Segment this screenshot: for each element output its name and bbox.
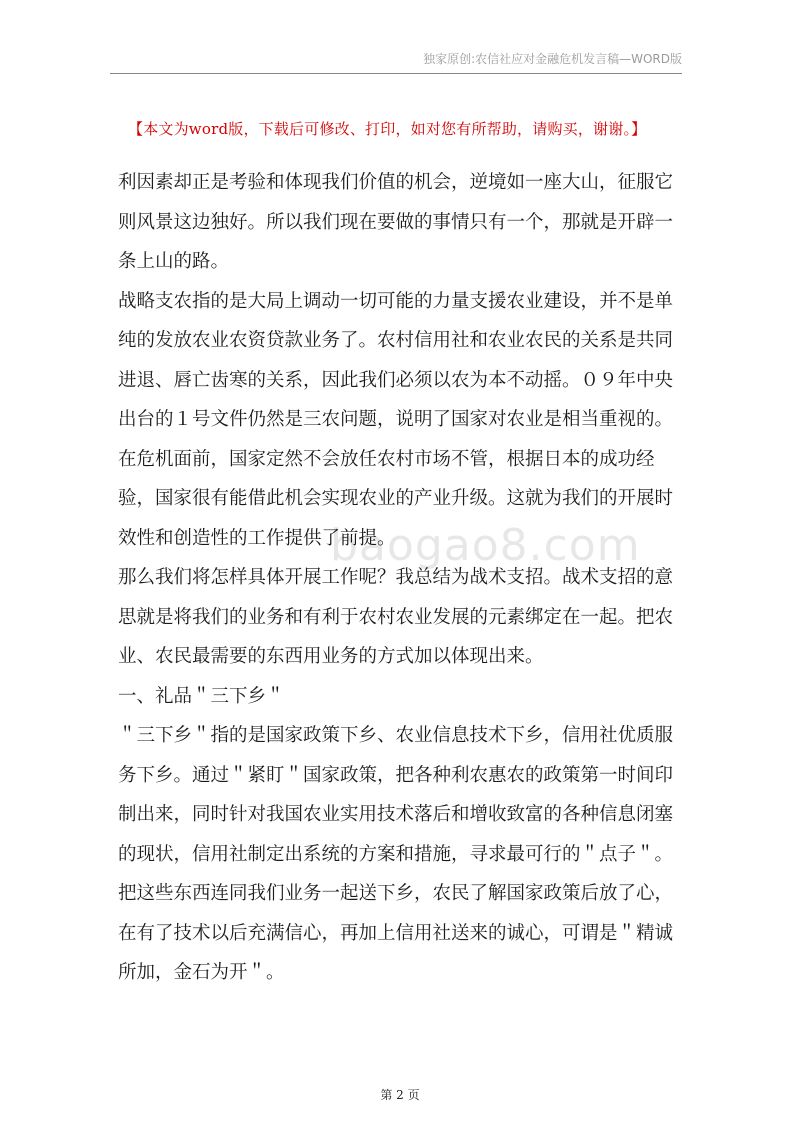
header-title: 独家原创:农信社应对金融危机发言稿—WORD版 <box>423 52 682 66</box>
page-number: 第 2 页 <box>380 1088 420 1102</box>
download-notice: 【本文为word版，下载后可修改、打印，如对您有所帮助，请购买，谢谢。】 <box>128 120 647 138</box>
paragraph: 那么我们将怎样具体开展工作呢？我总结为战术支招。战术支招的意思就是将我们的业务和有利于农村农业发展的元素绑定在一起。把农业、农民最需要的东西用业务的方式加以体现出来。 <box>118 567 674 667</box>
paragraph: 战略支农指的是大局上调动一切可能的力量支援农业建设，并不是单纯的发放农业农资贷款业务了。农村信用社和农业农民的关系是共同进退、唇亡齿寒的关系，因此我们必须以农为本不动摇。０９年中央出台的１号文件仍然是三农问题，说明了国家对农业是相当重视的。在危机面前，国家定然不会放任农村市场不管，根据日本的成功经验，国家很有能借此机会实现农业的产业升级。这就为我们的开展时效性和创造性的工作提供了前提。 <box>118 290 674 549</box>
document-body <box>118 163 683 993</box>
page-header <box>110 50 682 74</box>
watermark: baogao8.com <box>330 520 641 571</box>
page-footer <box>0 1086 800 1103</box>
paragraph: 利因素却正是考验和体现我们价值的机会，逆境如一座大山，征服它则风景这边独好。所以我们现在要做的事情只有一个，那就是开辟一条上山的路。 <box>118 172 674 272</box>
section-heading: 一、礼品＂三下乡＂ <box>118 685 285 707</box>
paragraph: ＂三下乡＂指的是国家政策下乡、农业信息技术下乡，信用社优质服务下乡。通过＂紧盯＂国家政策，把各种利农惠农的政策第一时间印制出来，同时针对我国农业实用技术落后和增收致富的各种信息闭塞的现状，信用社制定出系统的方案和措施，寻求最可行的＂点子＂。把这些东西连同我们业务一起送下乡，农民了解国家政策后放了心，在有了技术以后充满信心，再加上信用社送来的诚心，可谓是＂精诚所加，金石为开＂。 <box>118 725 674 983</box>
